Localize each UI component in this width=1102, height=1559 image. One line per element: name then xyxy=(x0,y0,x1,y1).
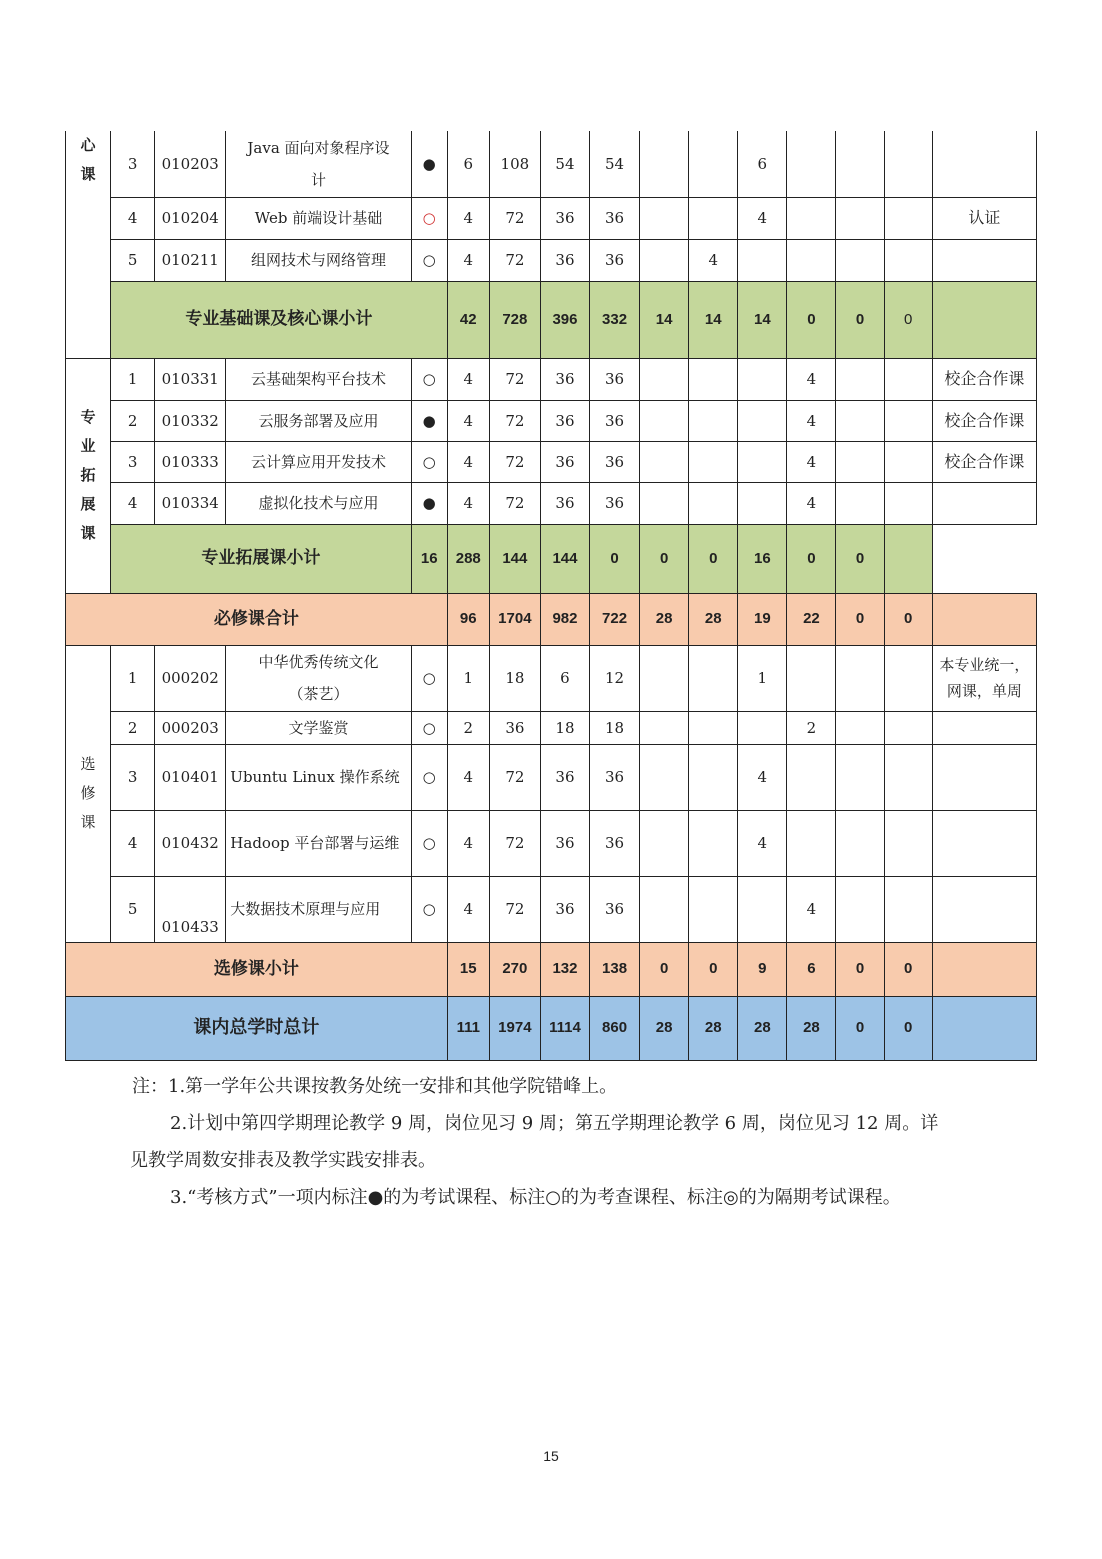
cell-sem1 xyxy=(640,744,689,810)
cell-credit: 1 xyxy=(447,645,489,711)
cell-note xyxy=(932,996,1036,1060)
cell-sem4: 4 xyxy=(787,358,836,400)
cell-sem3 xyxy=(738,400,787,441)
cell-total-hours: 72 xyxy=(489,744,540,810)
required-total-label: 必修课合计 xyxy=(66,593,448,645)
cell-sem3 xyxy=(738,358,787,400)
cell-credit: 42 xyxy=(447,281,489,358)
cell-sem3 xyxy=(738,441,787,482)
cell-sem5: 0 xyxy=(836,996,884,1060)
cell-sem1 xyxy=(640,197,689,239)
cell-code: 010204 xyxy=(155,197,226,239)
cell-sem3 xyxy=(738,711,787,744)
cell-sem1 xyxy=(640,239,689,281)
cell-credit: 4 xyxy=(447,358,489,400)
total-row xyxy=(66,593,1037,645)
footnotes xyxy=(132,1068,982,1216)
cell-sem1 xyxy=(640,482,689,524)
check-mark: ○ xyxy=(411,810,447,876)
cell-sem5 xyxy=(836,876,884,942)
cell-theory-hours: 54 xyxy=(540,131,589,197)
cell-sem1 xyxy=(640,400,689,441)
cell-credit: 16 xyxy=(411,524,447,593)
cell-total-hours: 72 xyxy=(489,810,540,876)
cell-total-hours: 18 xyxy=(489,645,540,711)
exam-mark: ● xyxy=(411,400,447,441)
subtotal-label: 专业基础课及核心课小计 xyxy=(111,281,448,358)
group-label-core: 心 课 xyxy=(66,131,111,358)
cell-sem1: 0 xyxy=(640,942,689,996)
cell-total-hours: 72 xyxy=(489,441,540,482)
table-row xyxy=(66,358,1037,400)
cell-sem1 xyxy=(640,131,689,197)
cell-sem5 xyxy=(836,441,884,482)
cell-sem4 xyxy=(787,744,836,810)
cell-no: 3 xyxy=(111,744,155,810)
cell-sem2 xyxy=(689,744,738,810)
cell-credit: 4 xyxy=(447,810,489,876)
cell-practice-hours: 138 xyxy=(590,942,640,996)
cell-sem3: 28 xyxy=(738,996,787,1060)
cell-theory-hours: 36 xyxy=(540,744,589,810)
cell-practice-hours: 860 xyxy=(590,996,640,1060)
cell-total-hours: 36 xyxy=(489,711,540,744)
check-mark: ○ xyxy=(411,197,447,239)
cell-theory-hours: 36 xyxy=(540,197,589,239)
cell-course-name: 组网技术与网络管理 xyxy=(226,239,411,281)
cell-sem6 xyxy=(884,131,932,197)
cell-practice-hours: 54 xyxy=(590,131,640,197)
cell-sem6 xyxy=(884,239,932,281)
cell-sem2: 0 xyxy=(640,524,689,593)
cell-sem4: 6 xyxy=(787,942,836,996)
cell-practice-hours: 36 xyxy=(590,744,640,810)
cell-sem2 xyxy=(689,358,738,400)
cell-no: 5 xyxy=(111,876,155,942)
cell-sem3: 0 xyxy=(689,524,738,593)
cell-total-hours: 288 xyxy=(447,524,489,593)
cell-sem2 xyxy=(689,197,738,239)
cell-course-name: Ubuntu Linux 操作系统 xyxy=(226,744,411,810)
cell-practice-hours: 36 xyxy=(590,358,640,400)
cell-total-hours: 72 xyxy=(489,358,540,400)
cell-sem5 xyxy=(836,239,884,281)
cell-sem5: 0 xyxy=(836,593,884,645)
cell-theory-hours: 6 xyxy=(540,645,589,711)
check-mark: ○ xyxy=(411,744,447,810)
cell-sem1: 0 xyxy=(590,524,640,593)
cell-sem5 xyxy=(836,810,884,876)
cell-credit: 15 xyxy=(447,942,489,996)
cell-sem6 xyxy=(884,197,932,239)
cell-practice-hours: 36 xyxy=(590,876,640,942)
cell-sem6 xyxy=(884,358,932,400)
check-mark: ○ xyxy=(411,645,447,711)
cell-credit: 4 xyxy=(447,239,489,281)
cell-theory-hours: 18 xyxy=(540,711,589,744)
cell-no: 5 xyxy=(111,239,155,281)
course-plan-table xyxy=(65,131,1037,1061)
cell-total-hours: 72 xyxy=(489,876,540,942)
cell-sem3: 1 xyxy=(738,645,787,711)
cell-code: 010203 xyxy=(155,131,226,197)
cell-note: 校企合作课 xyxy=(932,358,1036,400)
footnote-3: 3.“考核方式”一项内标注●的为考试课程、标注○的为考查课程、标注◎的为隔期考试课程。 xyxy=(170,1187,901,1208)
cell-code: 010331 xyxy=(155,358,226,400)
cell-course-name: 云服务部署及应用 xyxy=(226,400,411,441)
cell-practice-hours: 722 xyxy=(590,593,640,645)
cell-practice-hours: 18 xyxy=(590,711,640,744)
cell-note xyxy=(932,744,1036,810)
cell-no: 1 xyxy=(111,645,155,711)
table-row xyxy=(66,131,1037,197)
cell-total-hours: 270 xyxy=(489,942,540,996)
cell-no: 4 xyxy=(111,482,155,524)
cell-code: 010333 xyxy=(155,441,226,482)
cell-practice-hours: 332 xyxy=(590,281,640,358)
cell-sem3 xyxy=(738,239,787,281)
cell-sem1 xyxy=(640,358,689,400)
cell-credit: 4 xyxy=(447,441,489,482)
cell-note: 校企合作课 xyxy=(932,441,1036,482)
cell-total-hours: 72 xyxy=(489,400,540,441)
cell-no: 3 xyxy=(111,131,155,197)
cell-credit: 4 xyxy=(447,876,489,942)
cell-sem1 xyxy=(640,876,689,942)
cell-course-name: Java 面向对象程序设 计 xyxy=(226,131,411,197)
cell-theory-hours: 36 xyxy=(540,482,589,524)
subtotal-label: 专业拓展课小计 xyxy=(111,524,412,593)
cell-code: 010401 xyxy=(155,744,226,810)
cell-sem4: 16 xyxy=(738,524,787,593)
cell-sem6 xyxy=(884,645,932,711)
cell-course-name: 中华优秀传统文化 （茶艺） xyxy=(226,645,411,711)
cell-sem4 xyxy=(787,239,836,281)
cell-sem3: 4 xyxy=(738,197,787,239)
cell-sem3: 4 xyxy=(738,810,787,876)
cell-sem5: 0 xyxy=(836,281,884,358)
cell-practice-hours: 36 xyxy=(590,441,640,482)
cell-sem3 xyxy=(738,482,787,524)
cell-sem3 xyxy=(738,876,787,942)
cell-theory-hours: 1114 xyxy=(540,996,589,1060)
cell-sem4 xyxy=(787,645,836,711)
cell-theory-hours: 982 xyxy=(540,593,589,645)
footnote-2-continued: 见教学周数安排表及教学实践安排表。 xyxy=(130,1150,436,1171)
cell-course-name: 云基础架构平台技术 xyxy=(226,358,411,400)
table-row xyxy=(66,197,1037,239)
cell-credit: 4 xyxy=(447,744,489,810)
cell-note xyxy=(932,239,1036,281)
subtotal-row xyxy=(66,281,1037,358)
cell-note xyxy=(932,482,1036,524)
cell-no: 4 xyxy=(111,197,155,239)
cell-sem5 xyxy=(836,711,884,744)
cell-note xyxy=(932,593,1036,645)
cell-code: 010433 xyxy=(155,876,226,942)
cell-practice-hours: 36 xyxy=(590,400,640,441)
cell-credit: 4 xyxy=(447,197,489,239)
table-row xyxy=(66,482,1037,524)
check-mark: ○ xyxy=(411,358,447,400)
cell-sem4 xyxy=(787,810,836,876)
check-mark: ○ xyxy=(411,441,447,482)
cell-sem4: 4 xyxy=(787,876,836,942)
cell-sem6 xyxy=(884,810,932,876)
cell-practice-hours: 36 xyxy=(590,239,640,281)
subtotal-label: 选修课小计 xyxy=(66,942,448,996)
cell-sem2 xyxy=(689,645,738,711)
cell-sem5: 0 xyxy=(787,524,836,593)
cell-total-hours: 1974 xyxy=(489,996,540,1060)
cell-code: 010432 xyxy=(155,810,226,876)
subtotal-row xyxy=(66,524,1037,593)
cell-code: 000202 xyxy=(155,645,226,711)
cell-sem2 xyxy=(689,441,738,482)
cell-practice-hours: 36 xyxy=(590,482,640,524)
cell-no: 4 xyxy=(111,810,155,876)
cell-sem6: 0 xyxy=(884,996,932,1060)
page-number: 15 xyxy=(543,1448,559,1464)
cell-sem5 xyxy=(836,358,884,400)
cell-sem4: 28 xyxy=(787,996,836,1060)
cell-sem6 xyxy=(884,441,932,482)
cell-sem5 xyxy=(836,131,884,197)
cell-sem2: 0 xyxy=(689,942,738,996)
cell-practice-hours: 36 xyxy=(590,197,640,239)
cell-theory-hours: 36 xyxy=(540,876,589,942)
cell-sem2 xyxy=(689,711,738,744)
cell-sem3: 9 xyxy=(738,942,787,996)
cell-sem3: 4 xyxy=(738,744,787,810)
cell-sem4: 22 xyxy=(787,593,836,645)
cell-total-hours: 728 xyxy=(489,281,540,358)
cell-course-name: Web 前端设计基础 xyxy=(226,197,411,239)
cell-note: 认证 xyxy=(932,197,1036,239)
cell-sem1: 28 xyxy=(640,996,689,1060)
cell-no: 1 xyxy=(111,358,155,400)
cell-sem6: 0 xyxy=(884,942,932,996)
cell-sem1 xyxy=(640,645,689,711)
cell-sem5 xyxy=(836,645,884,711)
cell-note xyxy=(884,524,932,593)
cell-credit: 6 xyxy=(447,131,489,197)
grand-total-label: 课内总学时总计 xyxy=(66,996,448,1060)
cell-sem5 xyxy=(836,197,884,239)
cell-sem6 xyxy=(884,482,932,524)
cell-sem2 xyxy=(689,876,738,942)
cell-note xyxy=(932,876,1036,942)
cell-course-name: 云计算应用开发技术 xyxy=(226,441,411,482)
subtotal-row xyxy=(66,942,1037,996)
group-label-extension: 专 业 拓 展 课 xyxy=(66,358,111,593)
table-row xyxy=(66,810,1037,876)
cell-credit: 96 xyxy=(447,593,489,645)
cell-code: 010332 xyxy=(155,400,226,441)
cell-sem6: 0 xyxy=(884,593,932,645)
cell-sem6: 0 xyxy=(836,524,884,593)
cell-total-hours: 72 xyxy=(489,197,540,239)
cell-note: 校企合作课 xyxy=(932,400,1036,441)
cell-sem6 xyxy=(884,400,932,441)
cell-total-hours: 1704 xyxy=(489,593,540,645)
cell-theory-hours: 36 xyxy=(540,441,589,482)
cell-credit: 2 xyxy=(447,711,489,744)
cell-credit: 4 xyxy=(447,400,489,441)
cell-practice-hours: 144 xyxy=(540,524,589,593)
cell-theory-hours: 396 xyxy=(540,281,589,358)
cell-sem4: 4 xyxy=(787,482,836,524)
cell-sem1: 14 xyxy=(640,281,689,358)
cell-sem2: 4 xyxy=(689,239,738,281)
cell-note: 本专业统一， 网课，单周 xyxy=(932,645,1036,711)
cell-sem1 xyxy=(640,441,689,482)
cell-no: 2 xyxy=(111,711,155,744)
cell-sem1: 28 xyxy=(640,593,689,645)
table-row xyxy=(66,441,1037,482)
cell-sem6: 0 xyxy=(884,281,932,358)
table-row xyxy=(66,744,1037,810)
cell-sem4: 4 xyxy=(787,400,836,441)
cell-code: 000203 xyxy=(155,711,226,744)
cell-no: 3 xyxy=(111,441,155,482)
cell-course-name: 文学鉴赏 xyxy=(226,711,411,744)
cell-sem1 xyxy=(640,810,689,876)
cell-sem5 xyxy=(836,400,884,441)
cell-sem3: 19 xyxy=(738,593,787,645)
grand-total-row xyxy=(66,996,1037,1060)
cell-theory-hours: 144 xyxy=(489,524,540,593)
cell-sem2 xyxy=(689,131,738,197)
table-row xyxy=(66,645,1037,711)
cell-sem2: 28 xyxy=(689,996,738,1060)
cell-sem2: 14 xyxy=(689,281,738,358)
cell-sem2: 28 xyxy=(689,593,738,645)
cell-course-name: 大数据技术原理与应用 xyxy=(226,876,411,942)
cell-total-hours: 72 xyxy=(489,482,540,524)
cell-note xyxy=(932,810,1036,876)
cell-sem4 xyxy=(787,131,836,197)
cell-theory-hours: 36 xyxy=(540,400,589,441)
cell-sem6 xyxy=(884,711,932,744)
cell-credit: 111 xyxy=(447,996,489,1060)
cell-note xyxy=(932,711,1036,744)
cell-sem4: 4 xyxy=(787,441,836,482)
table-row xyxy=(66,400,1037,441)
cell-course-name: 虚拟化技术与应用 xyxy=(226,482,411,524)
cell-total-hours: 108 xyxy=(489,131,540,197)
table-row xyxy=(66,239,1037,281)
cell-note xyxy=(932,942,1036,996)
cell-sem4 xyxy=(787,197,836,239)
cell-no: 2 xyxy=(111,400,155,441)
check-mark: ○ xyxy=(411,876,447,942)
cell-sem6 xyxy=(884,876,932,942)
cell-theory-hours: 132 xyxy=(540,942,589,996)
cell-sem5 xyxy=(836,482,884,524)
exam-mark: ● xyxy=(411,131,447,197)
cell-sem1 xyxy=(640,711,689,744)
cell-theory-hours: 36 xyxy=(540,239,589,281)
cell-note xyxy=(932,131,1036,197)
cell-sem2 xyxy=(689,400,738,441)
group-label-elective: 选 修 课 xyxy=(66,645,111,942)
cell-theory-hours: 36 xyxy=(540,358,589,400)
cell-practice-hours: 36 xyxy=(590,810,640,876)
cell-sem5: 0 xyxy=(836,942,884,996)
cell-sem2 xyxy=(689,482,738,524)
cell-sem5 xyxy=(836,744,884,810)
cell-sem6 xyxy=(884,744,932,810)
cell-sem2 xyxy=(689,810,738,876)
cell-note xyxy=(932,281,1036,358)
exam-mark: ● xyxy=(411,482,447,524)
cell-code: 010211 xyxy=(155,239,226,281)
cell-sem4: 2 xyxy=(787,711,836,744)
cell-credit: 4 xyxy=(447,482,489,524)
cell-total-hours: 72 xyxy=(489,239,540,281)
cell-sem4: 0 xyxy=(787,281,836,358)
footnote-2: 2.计划中第四学期理论教学 9 周，岗位见习 9 周；第五学期理论教学 6 周，岗位见习 12 周。详 xyxy=(170,1113,939,1134)
cell-sem3: 14 xyxy=(738,281,787,358)
check-mark: ○ xyxy=(411,239,447,281)
cell-code: 010334 xyxy=(155,482,226,524)
cell-practice-hours: 12 xyxy=(590,645,640,711)
cell-theory-hours: 36 xyxy=(540,810,589,876)
footnote-1: 注：1.第一学年公共课按教务处统一安排和其他学院错峰上。 xyxy=(132,1076,618,1097)
cell-course-name: Hadoop 平台部署与运维 xyxy=(226,810,411,876)
table-row xyxy=(66,876,1037,942)
check-mark: ○ xyxy=(411,711,447,744)
cell-sem3: 6 xyxy=(738,131,787,197)
table-row xyxy=(66,711,1037,744)
